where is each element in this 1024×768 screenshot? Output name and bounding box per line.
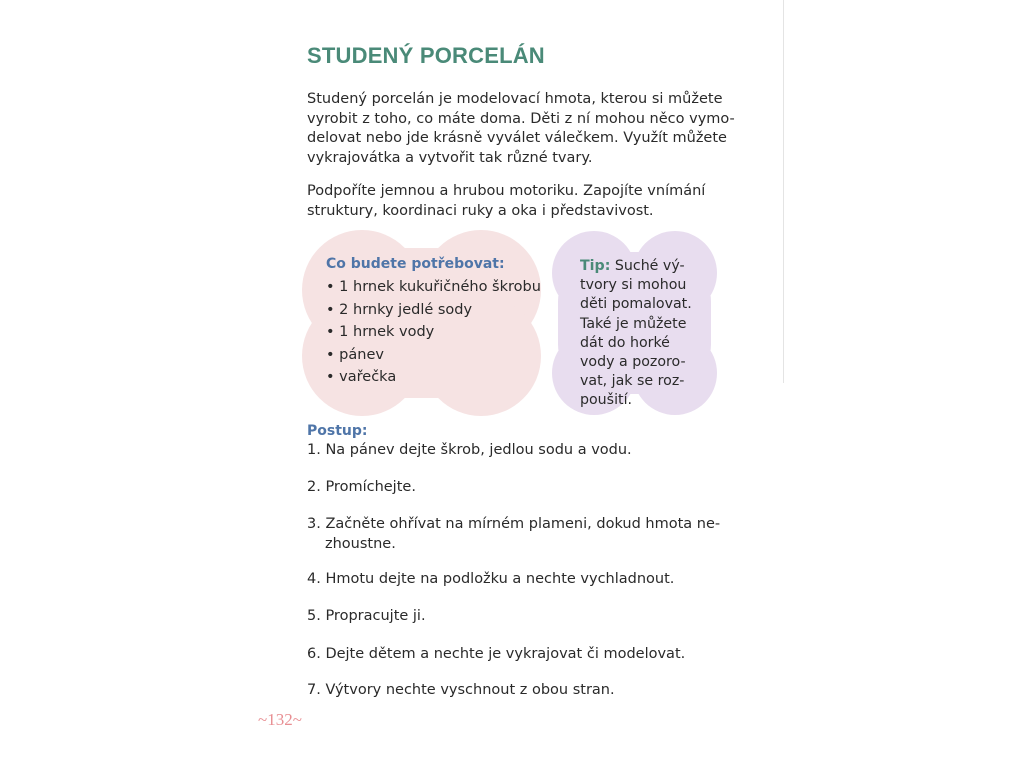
intro-line: Studený porcelán je modelovací hmota, kterou si můžete bbox=[307, 91, 723, 107]
tip-line: vat, jak se roz- bbox=[580, 373, 685, 390]
needs-box bbox=[326, 256, 546, 389]
page-title: STUDENÝ PORCELÁN bbox=[307, 43, 545, 68]
benefits-paragraph bbox=[307, 182, 727, 221]
intro-paragraph bbox=[307, 90, 735, 168]
step-item bbox=[307, 441, 632, 461]
step-text: 7. Výtvory nechte vyschnout z obou stran. bbox=[307, 682, 615, 698]
page-number: ~132~ bbox=[258, 710, 302, 729]
tip-first-line bbox=[580, 257, 692, 276]
tip-label: Tip: bbox=[580, 258, 611, 274]
tip-line: Suché vý- bbox=[614, 258, 685, 274]
intro-line: vyrobit z toho, co máte doma. Děti z ní mohou něco vymo- bbox=[307, 110, 735, 127]
needs-item: • 2 hrnky jedlé sody bbox=[326, 299, 546, 322]
intro-line: vykrajovátka a vytvořit tak různé tvary. bbox=[307, 149, 593, 166]
needs-item: • 1 hrnek kukuřičného škrobu bbox=[326, 276, 546, 299]
step-item bbox=[307, 645, 685, 665]
step-item bbox=[307, 478, 416, 498]
step-text: 6. Dejte dětem a nechte je vykrajovat či modelovat. bbox=[307, 646, 686, 662]
needs-heading: Co budete potřebovat: bbox=[326, 256, 505, 272]
page-edge-line bbox=[783, 0, 784, 383]
benefits-line: Podpoříte jemnou a hrubou motoriku. Zapojíte vnímání bbox=[307, 183, 706, 199]
step-text: 5. Propracujte ji. bbox=[307, 608, 426, 624]
step-item bbox=[307, 515, 720, 554]
tip-line: dát do horké bbox=[580, 334, 670, 351]
step-item bbox=[307, 681, 615, 701]
step-item bbox=[307, 607, 426, 627]
tip-line: Také je můžete bbox=[580, 315, 687, 332]
steps-heading: Postup: bbox=[307, 423, 368, 439]
step-text: 3. Začněte ohřívat na mírném plameni, dokud hmota ne- bbox=[307, 516, 721, 532]
intro-line: delovat nebo jde krásně vyválet válečkem. Využít můžete bbox=[307, 130, 727, 146]
tip-line: vody a pozoro- bbox=[580, 354, 686, 371]
step-item bbox=[307, 570, 674, 590]
step-text: 4. Hmotu dejte na podložku a nechte vychladnout. bbox=[307, 571, 675, 587]
needs-list bbox=[326, 276, 546, 389]
needs-item: • 1 hrnek vody bbox=[326, 321, 546, 344]
step-text: 2. Promíchejte. bbox=[307, 479, 416, 495]
step-text: 1. Na pánev dejte škrob, jedlou sodu a vodu. bbox=[307, 442, 632, 458]
tip-line: poušití. bbox=[580, 392, 633, 409]
tip-box bbox=[580, 257, 692, 411]
step-continuation: zhoustne. bbox=[325, 535, 396, 552]
needs-item: • vařečka bbox=[326, 366, 546, 389]
tip-line: tvory si mohou bbox=[580, 277, 687, 294]
needs-item: • pánev bbox=[326, 344, 546, 367]
tip-line: děti pomalovat. bbox=[580, 296, 692, 313]
benefits-line: struktury, koordinaci ruky a oka i představivost. bbox=[307, 202, 654, 219]
